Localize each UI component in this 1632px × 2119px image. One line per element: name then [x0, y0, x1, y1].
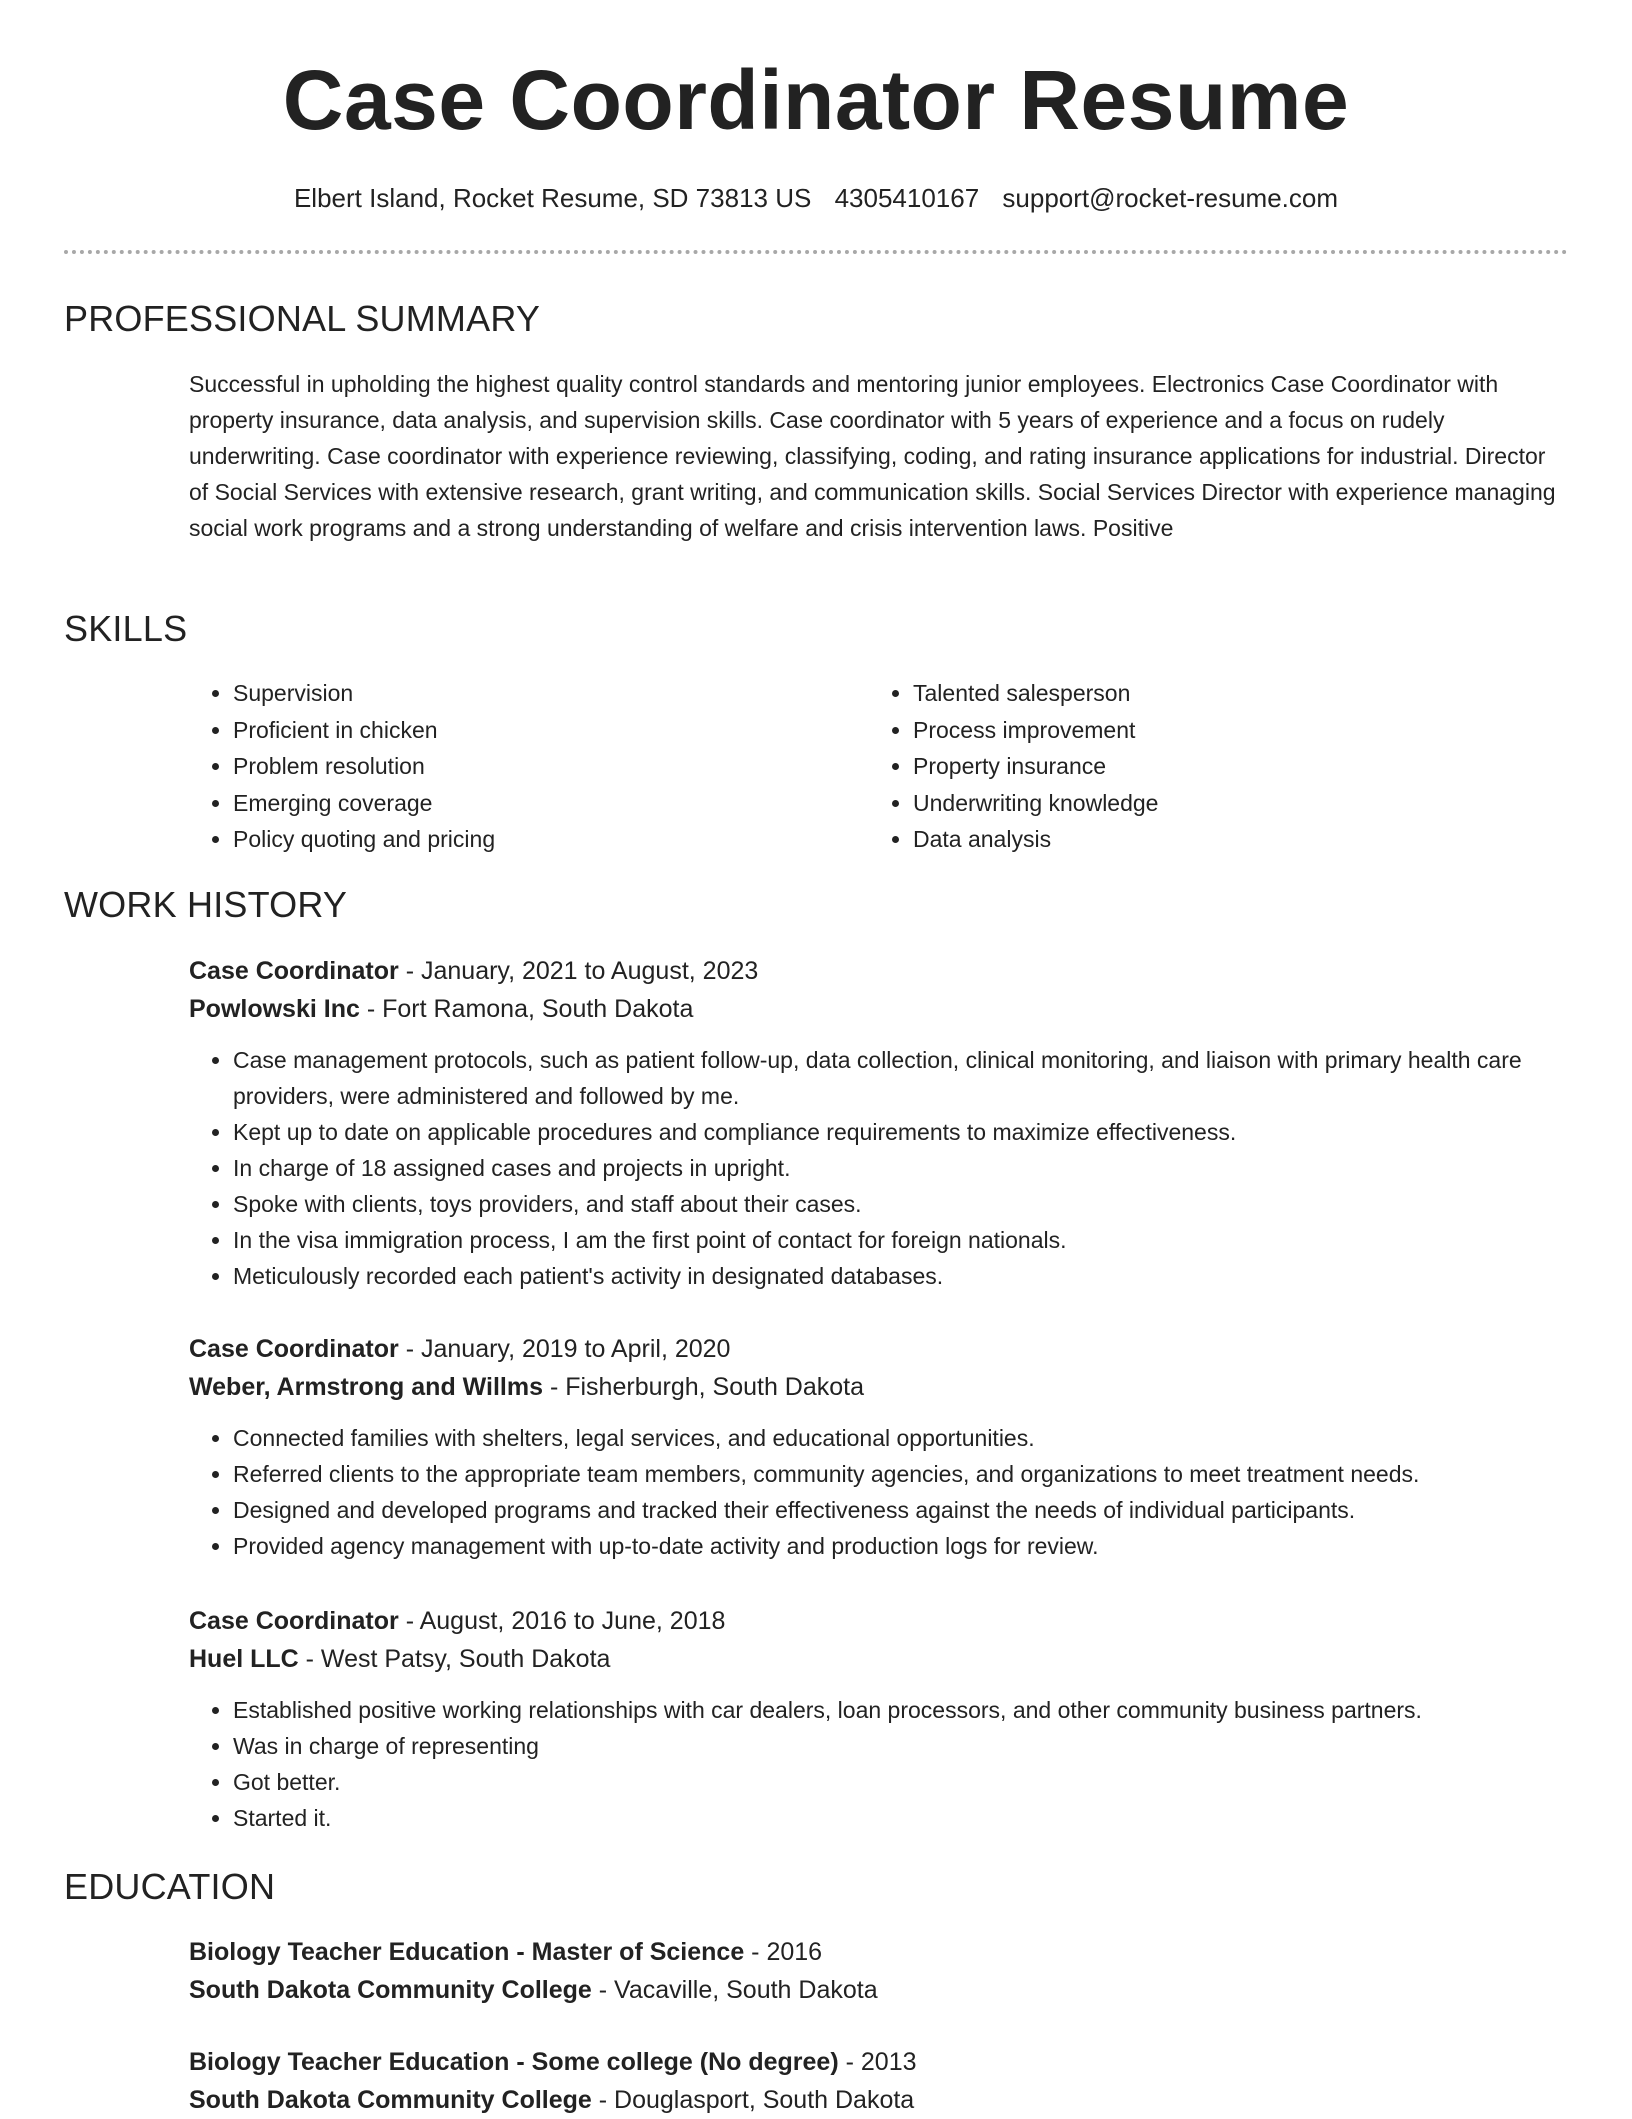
contact-address: Elbert Island, Rocket Resume, SD 73813 US — [293, 183, 812, 213]
job-company: Huel LLC — [189, 1645, 299, 1673]
job-title: Case Coordinator — [189, 1607, 399, 1635]
job-bullet: • In charge of 18 assigned cases and projects in upright. — [233, 1150, 1579, 1186]
resume-title: Case Coordinator Resume — [282, 53, 1350, 147]
job-location: - West Patsy, South Dakota — [298, 1645, 611, 1673]
job-bullets — [189, 1042, 1579, 1294]
skill-item: • Emerging coverage — [233, 785, 849, 822]
skill-item: • Policy quoting and pricing — [233, 821, 849, 858]
education-degree: Biology Teacher Education - Some college (No degree) — [189, 2048, 839, 2076]
skill-item: • Supervision — [233, 675, 849, 712]
education-school-line — [189, 1971, 1579, 2009]
skill-item: • Data analysis — [913, 821, 1529, 858]
contact-line — [0, 183, 1632, 214]
job-bullet: • Established positive working relationships with car dealers, loan processors, and other community business partners. — [233, 1692, 1579, 1728]
job-title-line — [189, 1330, 1579, 1368]
education-degree-line — [189, 1933, 1579, 1971]
education-year: - 2013 — [838, 2048, 917, 2076]
job-company-line — [189, 990, 1579, 1028]
job-bullet: • Connected families with shelters, legal services, and educational opportunities. — [233, 1420, 1579, 1456]
job-bullet: • Got better. — [233, 1764, 1579, 1800]
section-title-skills: SKILLS — [64, 608, 188, 649]
skill-item: • Talented salesperson — [913, 675, 1529, 712]
education-entry — [189, 1933, 1579, 2009]
contact-phone: 4305410167 — [834, 183, 980, 213]
job-title-line — [189, 1602, 1579, 1640]
job-title: Case Coordinator — [189, 957, 399, 985]
job-dates: - January, 2021 to August, 2023 — [398, 957, 759, 985]
education-degree-line — [189, 2043, 1579, 2081]
job-bullet: • Referred clients to the appropriate team members, community agencies, and organizations to meet treatment needs. — [233, 1456, 1579, 1492]
job-bullet: • Designed and developed programs and tracked their effectiveness against the needs of individual participants. — [233, 1492, 1579, 1528]
skills-list-right — [869, 675, 1529, 858]
education-school-line — [189, 2081, 1579, 2119]
education-school: South Dakota Community College — [189, 1976, 592, 2004]
job-company: Weber, Armstrong and Willms — [189, 1373, 544, 1401]
job-company-line — [189, 1640, 1579, 1678]
job-dates: - January, 2019 to April, 2020 — [398, 1335, 731, 1363]
job-bullets — [189, 1420, 1579, 1564]
section-title-education: EDUCATION — [64, 1866, 276, 1907]
skill-item: • Property insurance — [913, 748, 1529, 785]
job-location: - Fisherburgh, South Dakota — [543, 1373, 865, 1401]
work-entry — [189, 1330, 1579, 1564]
summary-text: Successful in upholding the highest quality control standards and mentoring junior employees. Electronics Case Coordinator with property insurance, data analysis, and supervision skills. Case coordinator with 5 years of experience and a focus on rudely underwriting. Case coordinator with experience reviewing, classifying, coding, and rating insurance applications for industrial. Director of Social Services with extensive research, grant writing, and communication skills. Social Services Director with experience managing social work programs and a strong understanding of welfare and crisis intervention laws. Positive — [189, 371, 1556, 541]
contact-email: support@rocket-resume.com — [1002, 183, 1339, 213]
education-degree: Biology Teacher Education - Master of Science — [189, 1938, 745, 1966]
job-location: - Fort Ramona, South Dakota — [359, 995, 694, 1023]
job-bullet: • Was in charge of representing — [233, 1728, 1579, 1764]
work-entry — [189, 952, 1579, 1294]
job-bullet: • Meticulously recorded each patient's activity in designated databases. — [233, 1258, 1579, 1294]
job-bullet: • Started it. — [233, 1800, 1579, 1836]
education-year: - 2016 — [744, 1938, 823, 1966]
section-title-summary: PROFESSIONAL SUMMARY — [64, 298, 541, 339]
job-bullet: • Provided agency management with up-to-date activity and production logs for review. — [233, 1528, 1579, 1564]
job-bullet: • Spoke with clients, toys providers, and staff about their cases. — [233, 1186, 1579, 1222]
education-entry — [189, 2043, 1579, 2119]
job-dates: - August, 2016 to June, 2018 — [398, 1607, 726, 1635]
work-entry — [189, 1602, 1579, 1836]
job-bullet: • In the visa immigration process, I am the first point of contact for foreign nationals. — [233, 1222, 1579, 1258]
section-title-work-history: WORK HISTORY — [64, 884, 348, 925]
job-bullet: • Case management protocols, such as patient follow-up, data collection, clinical monitoring, and liaison with primary health care providers, were administered and followed by me. — [233, 1042, 1579, 1114]
education-location: - Vacaville, South Dakota — [591, 1976, 878, 2004]
job-company-line — [189, 1368, 1579, 1406]
skill-item: • Process improvement — [913, 712, 1529, 749]
job-title: Case Coordinator — [189, 1335, 399, 1363]
job-company: Powlowski Inc — [189, 995, 360, 1023]
job-title-line — [189, 952, 1579, 990]
education-location: - Douglasport, South Dakota — [591, 2086, 915, 2114]
job-bullets — [189, 1692, 1579, 1836]
education-school: South Dakota Community College — [189, 2086, 592, 2114]
job-bullet: • Kept up to date on applicable procedures and compliance requirements to maximize effectiveness. — [233, 1114, 1579, 1150]
skill-item: • Underwriting knowledge — [913, 785, 1529, 822]
skill-item: • Problem resolution — [233, 748, 849, 785]
header-divider — [64, 250, 1568, 254]
skill-item: • Proficient in chicken — [233, 712, 849, 749]
skills-list-left — [189, 675, 849, 858]
